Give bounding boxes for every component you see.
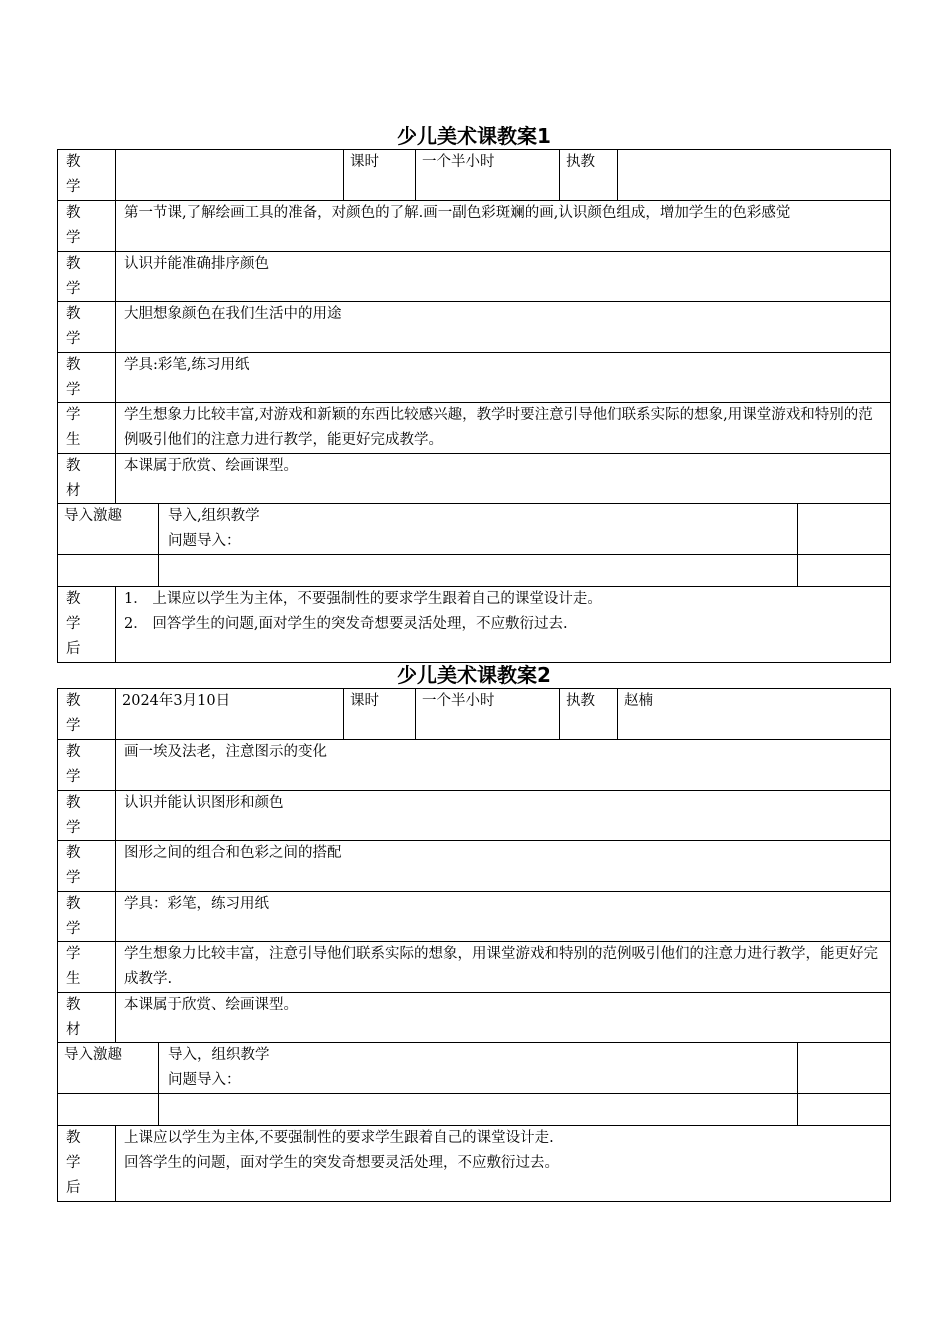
row-label: 教学 — [66, 896, 93, 937]
row-text: 图形之间的组合和色彩之间的搭配 — [116, 841, 891, 891]
blank-cell — [159, 1094, 798, 1125]
row-label: 教学 — [66, 744, 93, 785]
row-text: 学生想象力比较丰富，注意引导他们联系实际的想象，用课堂游戏和特别的范例吸引他们的注意力进行教学，能更好完成教学. — [116, 942, 891, 992]
row-text: 认识并能准确排序颜色 — [116, 252, 891, 301]
row-label: 教学 — [66, 256, 93, 297]
notes-row — [58, 1126, 891, 1202]
row-label: 教学 — [66, 306, 93, 347]
time-label-cell — [58, 689, 116, 739]
key-point-row — [58, 791, 891, 841]
teacher-label: 执教 — [560, 150, 618, 200]
teacher-label: 执教 — [560, 689, 618, 739]
material-analysis-row — [58, 993, 891, 1043]
difficulty-row — [58, 841, 891, 892]
notes-label: 教学后 — [66, 1130, 93, 1196]
duration-value: 一个半小时 — [416, 150, 560, 200]
duration-value: 一个半小时 — [416, 689, 560, 739]
row-label: 学生 — [66, 946, 93, 987]
teacher-value: 赵楠 — [618, 689, 891, 739]
notes-line: 1． 上课应以学生为主体，不要强制性的要求学生跟着自己的课堂设计走。 — [124, 591, 602, 607]
lesson-table — [57, 149, 891, 663]
lesson-plan-2 — [57, 662, 891, 1202]
student-analysis-row — [58, 403, 891, 454]
blank-cell — [58, 555, 159, 586]
intro-extra-cell — [798, 504, 891, 554]
intro-label: 导入激趣 — [58, 1043, 159, 1093]
objective-row — [58, 201, 891, 252]
row-text: 大胆想象颜色在我们生活中的用途 — [116, 302, 891, 352]
blank-cell — [798, 1094, 891, 1125]
blank-row — [58, 1094, 891, 1126]
blank-cell — [798, 555, 891, 586]
time-label-cell — [58, 150, 116, 200]
blank-cell — [159, 555, 798, 586]
row-label: 教材 — [66, 458, 93, 499]
duration-label: 课时 — [344, 689, 416, 739]
row-text: 学生想象力比较丰富,对游戏和新颖的东西比较感兴趣，教学时要注意引导他们联系实际的想象,用课堂游戏和特别的范例吸引他们的注意力进行教学，能更好完成教学。 — [116, 403, 891, 453]
notes-content — [116, 587, 891, 662]
plan-title: 少儿美术课教案2 — [397, 663, 551, 687]
intro-content — [159, 504, 798, 554]
material-analysis-row — [58, 454, 891, 504]
notes-line: 2． 回答学生的问题,面对学生的突发奇想要灵活处理，不应敷衍过去. — [124, 616, 568, 632]
intro-line: 问题导入： — [168, 1072, 241, 1088]
time-label: 教学 — [66, 693, 93, 734]
intro-label: 导入激趣 — [58, 504, 159, 554]
blank-cell — [58, 1094, 159, 1125]
preparation-row — [58, 892, 891, 942]
row-text: 学具:彩笔,练习用纸 — [116, 353, 891, 402]
objective-row — [58, 740, 891, 791]
duration-label: 课时 — [344, 150, 416, 200]
date-value: 2024年3月10日 — [116, 689, 344, 739]
intro-line: 导入，组织教学 — [168, 1047, 270, 1063]
row-label: 教材 — [66, 997, 93, 1038]
row-text: 画一埃及法老，注意图示的变化 — [116, 740, 891, 790]
notes-row — [58, 587, 891, 663]
header-row — [58, 150, 891, 201]
date-value — [116, 150, 344, 200]
row-text: 认识并能认识图形和颜色 — [116, 791, 891, 840]
notes-line: 回答学生的问题，面对学生的突发奇想要灵活处理，不应敷衍过去。 — [124, 1155, 559, 1171]
intro-row — [58, 1043, 891, 1094]
intro-row — [58, 504, 891, 555]
row-text: 学具：彩笔，练习用纸 — [116, 892, 891, 941]
student-analysis-row — [58, 942, 891, 993]
row-label: 教学 — [66, 795, 93, 836]
teacher-value — [618, 150, 891, 200]
lesson-table — [57, 688, 891, 1202]
difficulty-row — [58, 302, 891, 353]
key-point-row — [58, 252, 891, 302]
row-label: 教学 — [66, 357, 93, 398]
notes-line: 上课应以学生为主体,不要强制性的要求学生跟着自己的课堂设计走. — [124, 1130, 554, 1146]
header-row — [58, 689, 891, 740]
lesson-plan-1 — [57, 123, 891, 663]
row-text: 本课属于欣赏、绘画课型。 — [116, 993, 891, 1042]
row-text: 第一节课,了解绘画工具的准备，对颜色的了解.画一副色彩斑斓的画,认识颜色组成，增加学生的色彩感觉 — [116, 201, 891, 251]
intro-content — [159, 1043, 798, 1093]
time-label: 教学 — [66, 154, 93, 195]
row-text: 本课属于欣赏、绘画课型。 — [116, 454, 891, 503]
row-label: 教学 — [66, 845, 93, 886]
intro-extra-cell — [798, 1043, 891, 1093]
row-label: 学生 — [66, 407, 93, 448]
intro-line: 问题导入： — [168, 533, 241, 549]
plan-title: 少儿美术课教案1 — [397, 124, 551, 148]
intro-line: 导入,组织教学 — [168, 508, 260, 524]
preparation-row — [58, 353, 891, 403]
notes-label: 教学后 — [66, 591, 93, 657]
blank-row — [58, 555, 891, 587]
notes-content — [116, 1126, 891, 1201]
row-label: 教学 — [66, 205, 93, 246]
